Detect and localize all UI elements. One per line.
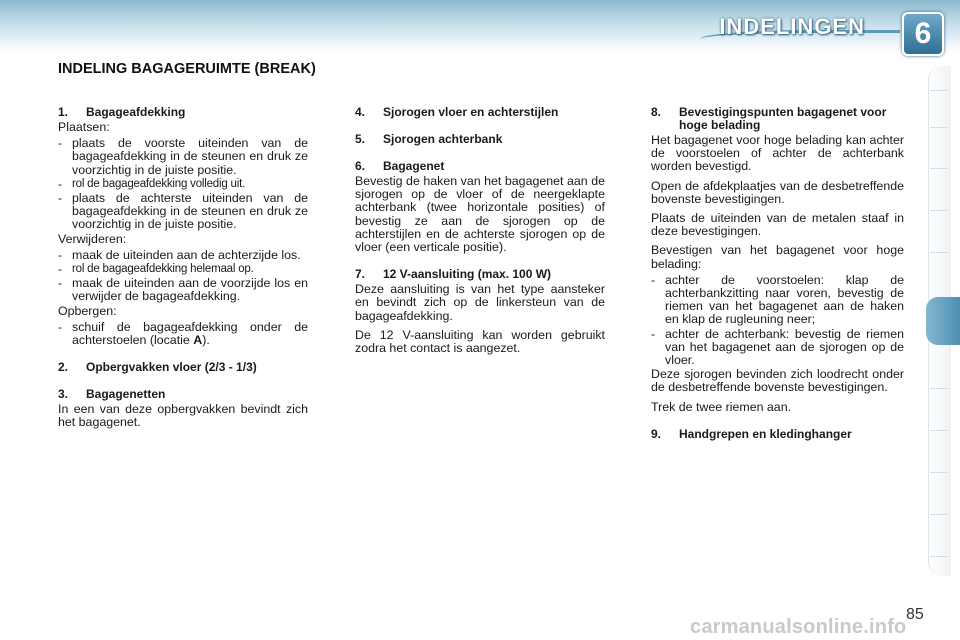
rail-divider: [930, 556, 948, 557]
list-item: [58, 192, 308, 232]
dash: -: [58, 276, 63, 291]
paragraph: Plaats de uiteinden van de metalen staaf in deze bevestigingen.: [651, 211, 904, 239]
list-item: [58, 277, 308, 303]
heading-9: [651, 428, 904, 441]
heading-number: 1.: [58, 105, 69, 119]
heading-text: Bagagenetten: [86, 387, 166, 402]
rail-divider: [930, 430, 948, 431]
heading-text: Sjorogen vloer en achterstijlen: [383, 105, 559, 119]
heading-number: 4.: [355, 105, 366, 119]
rail-divider: [930, 210, 948, 211]
dash: -: [651, 272, 656, 287]
rail-divider: [930, 472, 948, 473]
heading-4: [355, 106, 605, 119]
removing-label: Verwijderen:: [58, 231, 127, 246]
rail-divider: [930, 168, 948, 169]
heading-number: 3.: [58, 387, 69, 402]
dash: -: [58, 176, 63, 191]
paragraph: De 12 V-aansluiting kan worden gebruikt zodra het contact is aangezet.: [355, 327, 605, 356]
storing-text-end: ).: [202, 333, 210, 348]
column-2: [355, 106, 605, 358]
paragraph: Bevestigen van het bagagenet voor hoge belading:: [651, 243, 904, 271]
watermark: carmanualsonline.info: [690, 616, 907, 638]
list-item-text: plaats de voorste uiteinden van de bagageafdekking in de steunen en druk ze voorzichtig in de juiste positie.: [72, 136, 308, 177]
list-item: [58, 178, 308, 191]
rail-divider: [930, 90, 948, 91]
dash: -: [58, 247, 63, 262]
paragraph: In een van deze opbergvakken bevindt zich het bagagenet.: [58, 402, 308, 430]
heading-number: 9.: [651, 426, 662, 441]
heading-number: 5.: [355, 132, 366, 146]
rail-divider: [930, 252, 948, 253]
heading-text: Bagagenet: [383, 159, 445, 173]
list-item: [58, 263, 308, 276]
dash: -: [58, 319, 63, 334]
dash: -: [58, 191, 63, 206]
paragraph: Open de afdekplaatjes van de desbetreffende bovenste bevestigingen.: [651, 178, 904, 206]
heading-text: Opbergvakken vloer (2/3 - 1/3): [86, 360, 257, 375]
location-ref: A: [193, 333, 203, 348]
heading-text: Bagageafdekking: [86, 105, 186, 119]
paragraph: Deze sjorogen bevinden zich loodrecht onder de desbetreffende bovenste bevestigingen.: [651, 367, 904, 395]
list-item-text: rol de bagageafdekking helemaal op.: [72, 263, 254, 276]
dash: -: [651, 326, 656, 341]
heading-6: [355, 160, 605, 173]
list-item-text: achter de achterbank: bevestig de riemen van het bagagenet aan de sjorogen op de vloer.: [665, 326, 904, 368]
rail-divider: [930, 127, 948, 128]
active-chapter-tab[interactable]: [926, 297, 960, 345]
heading-number: 7.: [355, 267, 366, 282]
heading-text: Bevestigingspunten bagagenet voor hoge belading: [679, 105, 887, 132]
heading-7: [355, 268, 605, 281]
heading-3: [58, 388, 308, 401]
column-3: [651, 106, 904, 443]
list-item: [58, 321, 308, 347]
column-1: [58, 106, 308, 433]
list-item: [651, 274, 904, 327]
list-item: [651, 328, 904, 368]
paragraph: Deze aansluiting is van het type aansteker en bevindt zich op de linkersteun van de bagageafdekking.: [355, 282, 605, 323]
heading-2: [58, 361, 308, 374]
heading-5: [355, 133, 605, 146]
list-item-text: maak de uiteinden aan de achterzijde los.: [72, 247, 301, 262]
heading-8: [651, 106, 904, 132]
heading-text: Handgrepen en kledinghanger: [679, 426, 852, 441]
heading-text: Sjorogen achterbank: [383, 132, 503, 146]
list-item-text: plaats de achterste uiteinden van de bagageafdekking in de steunen en druk ze voorzichtig in de juiste positie.: [72, 191, 308, 232]
placing-label: Plaatsen:: [58, 120, 110, 134]
heading-text: 12 V-aansluiting (max. 100 W): [383, 267, 552, 282]
heading-number: 6.: [355, 159, 366, 173]
rail-divider: [930, 514, 948, 515]
dash: -: [58, 262, 63, 277]
page-number: 85: [906, 606, 924, 623]
list-item: [58, 137, 308, 177]
chapter-title: INDELINGEN: [719, 14, 865, 39]
list-item-text: maak de uiteinden aan de voorzijde los en verwijder de bagageafdekking.: [72, 276, 308, 304]
storing-text: schuif de bagageafdekking onder de achterstoelen (locatie: [72, 319, 308, 348]
chapter-number-badge: 6: [902, 12, 944, 56]
paragraph: Bevestig de haken van het bagagenet aan de sjorogen op de vloer of de neergeklapte achterbank (twee horizontale posities) of bevestig ze aan de sjorogen op de achterstijlen en de achterste sjorogen op de vloer (een verticale positie).: [355, 174, 605, 255]
paragraph: Het bagagenet voor hoge belading kan achter de voorstoelen of achter de achterbank worden bevestigd.: [651, 133, 904, 174]
storing-label: Opbergen:: [58, 303, 117, 318]
heading-number: 8.: [651, 105, 662, 119]
heading-number: 2.: [58, 360, 69, 375]
paragraph: Trek de twee riemen aan.: [651, 399, 792, 414]
list-item: [58, 249, 308, 262]
list-item-text: [72, 321, 308, 347]
list-item-text: achter de voorstoelen: klap de achterbankzitting naar voren, bevestig de riemen van het bagagenet aan de haken en klap de rugleuning neer;: [665, 272, 904, 327]
section-title: INDELING BAGAGERUIMTE (BREAK): [58, 61, 316, 77]
rail-divider: [930, 388, 948, 389]
heading-1: [58, 106, 308, 119]
dash: -: [58, 136, 63, 151]
list-item-text: rol de bagageafdekking volledig uit.: [72, 177, 246, 190]
